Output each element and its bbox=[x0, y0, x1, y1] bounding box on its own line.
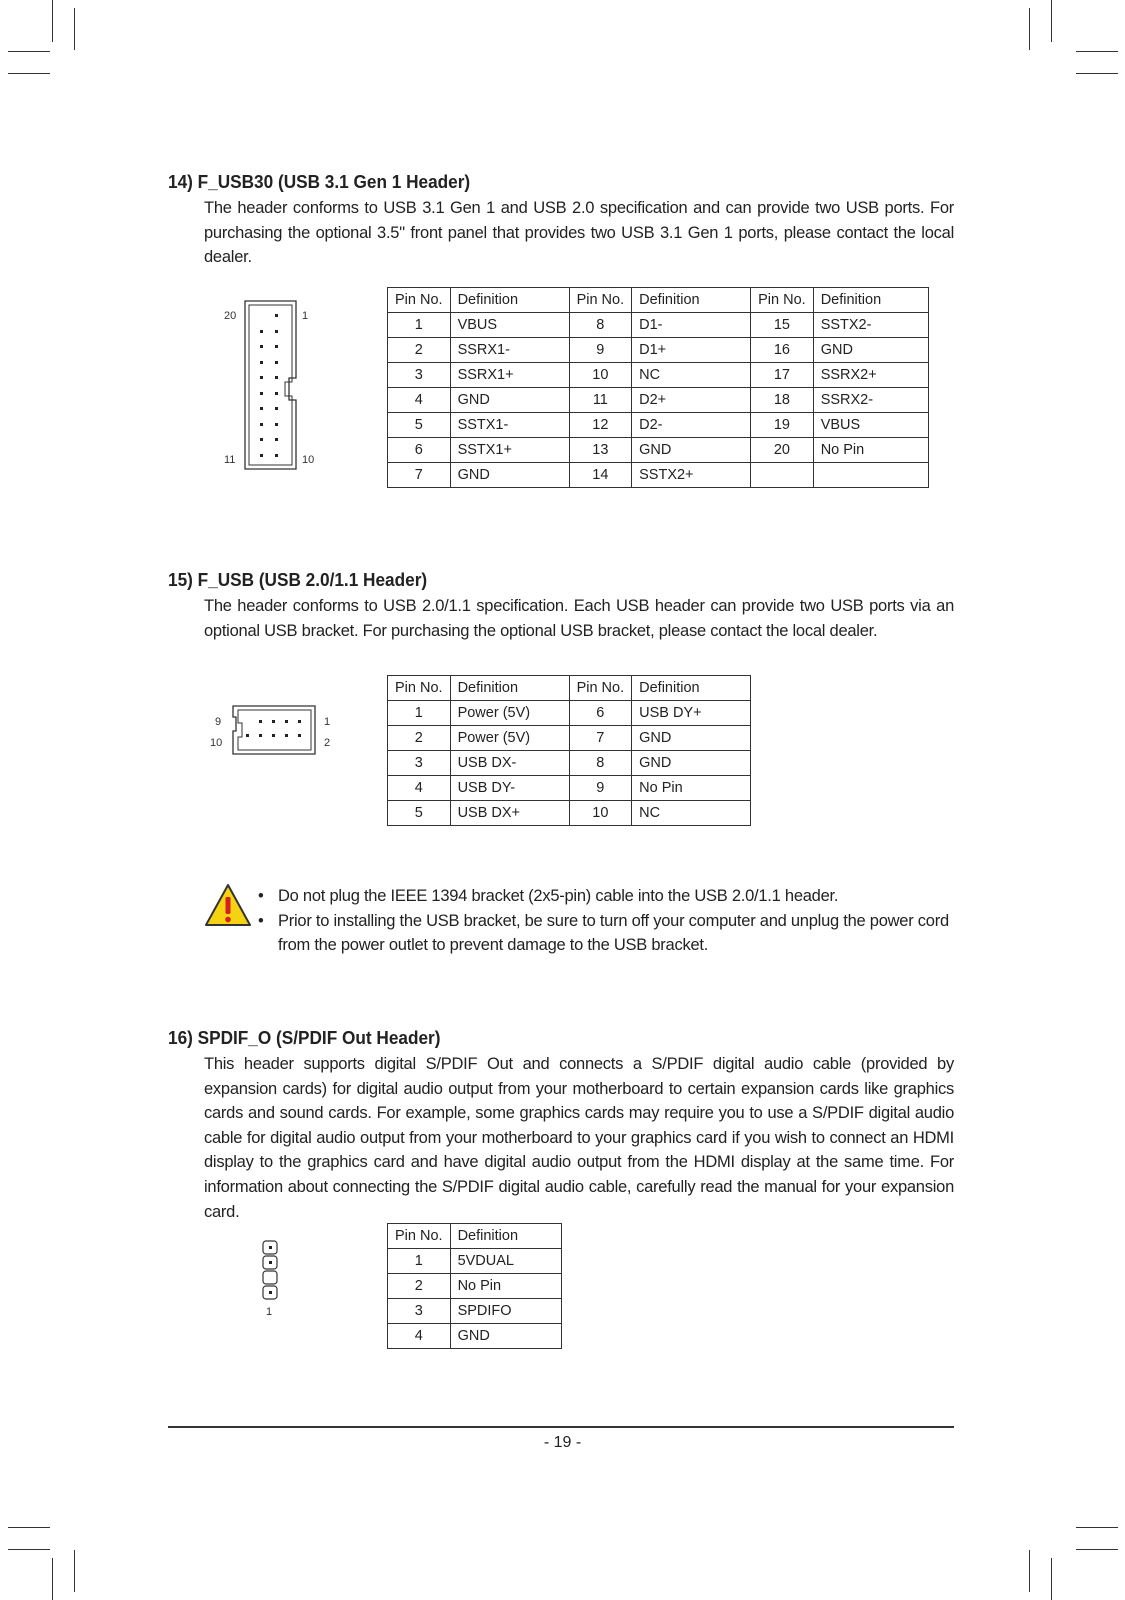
crop-mark bbox=[8, 73, 50, 74]
f-usb30-pin-table bbox=[387, 287, 929, 488]
crop-mark bbox=[8, 1527, 50, 1528]
pin-dot bbox=[260, 454, 263, 457]
pin-label-10: 10 bbox=[210, 737, 223, 749]
pin-definition-cell: No Pin bbox=[632, 776, 751, 801]
crop-mark bbox=[1076, 73, 1118, 74]
spdif-o-pin-table bbox=[387, 1223, 562, 1349]
usb30-header-outline bbox=[244, 300, 298, 470]
table-row bbox=[388, 801, 751, 826]
pin-dot bbox=[275, 330, 278, 333]
table-row bbox=[388, 363, 929, 388]
pin-dot bbox=[275, 438, 278, 441]
table-header-cell: Pin No. bbox=[388, 676, 451, 701]
pin-definition-cell: D1- bbox=[632, 313, 751, 338]
pin-definition-cell: USB DX- bbox=[450, 751, 569, 776]
pin-definition-cell: SSTX2- bbox=[813, 313, 928, 338]
crop-mark bbox=[74, 1550, 75, 1592]
table-header-cell: Pin No. bbox=[388, 288, 451, 313]
pin-number-cell bbox=[751, 463, 814, 488]
pin-number-cell: 6 bbox=[388, 438, 451, 463]
pin-dot bbox=[275, 345, 278, 348]
warning-text: Prior to installing the USB bracket, be sure to turn off your computer and unplug the power cord from the power outlet to prevent damage to the USB bracket. bbox=[278, 911, 949, 955]
crop-mark bbox=[74, 8, 75, 50]
pin-number-cell: 1 bbox=[388, 313, 451, 338]
pin-definition-cell: VBUS bbox=[450, 313, 569, 338]
pin-definition-cell: SSRX2+ bbox=[813, 363, 928, 388]
pin-definition-cell: D2- bbox=[632, 413, 751, 438]
pin-definition-cell: GND bbox=[813, 338, 928, 363]
bullet: • bbox=[258, 911, 264, 930]
pin-definition-cell: Power (5V) bbox=[450, 701, 569, 726]
pin-number-cell: 11 bbox=[569, 388, 632, 413]
pin-number-cell: 1 bbox=[388, 701, 451, 726]
crop-mark bbox=[1051, 0, 1052, 42]
pin-number-cell: 18 bbox=[751, 388, 814, 413]
bullet: • bbox=[258, 887, 264, 905]
pin-number-cell: 5 bbox=[388, 801, 451, 826]
pin-number-cell: 10 bbox=[569, 363, 632, 388]
table-header-row bbox=[388, 676, 751, 701]
table-row bbox=[388, 338, 929, 363]
pin-definition-cell: NC bbox=[632, 801, 751, 826]
pin-dot bbox=[275, 392, 278, 395]
pin-number-cell: 5 bbox=[388, 413, 451, 438]
pin-dot bbox=[260, 330, 263, 333]
pin-number-cell: 13 bbox=[569, 438, 632, 463]
pin-number-cell: 17 bbox=[751, 363, 814, 388]
pin-dot bbox=[269, 1291, 272, 1294]
table-header-cell: Definition bbox=[450, 1224, 561, 1249]
pin-number-cell: 2 bbox=[388, 338, 451, 363]
pin-number-cell: 3 bbox=[388, 1299, 451, 1324]
table-header-cell: Definition bbox=[813, 288, 928, 313]
pin-dot bbox=[246, 734, 249, 737]
pin-number-cell: 7 bbox=[388, 463, 451, 488]
pin-number-cell: 9 bbox=[569, 776, 632, 801]
table-header-row bbox=[388, 288, 929, 313]
pin-number-cell: 16 bbox=[751, 338, 814, 363]
crop-mark bbox=[1076, 1549, 1118, 1550]
table-row bbox=[388, 776, 751, 801]
pin-number-cell: 6 bbox=[569, 701, 632, 726]
section-text-f-usb: The header conforms to USB 2.0/1.1 specification. Each USB header can provide two USB ports via an optional USB bracket. For purchasing the optional USB bracket, please contact the local dealer. bbox=[204, 597, 954, 640]
table-row bbox=[388, 388, 929, 413]
pin-number-cell: 20 bbox=[751, 438, 814, 463]
crop-mark bbox=[52, 0, 53, 42]
pin-dot bbox=[260, 438, 263, 441]
section-title-spdif-o: 16) SPDIF_O (S/PDIF Out Header) bbox=[168, 1027, 441, 1048]
pin-dot bbox=[275, 407, 278, 410]
pin-label-9: 9 bbox=[215, 716, 222, 728]
pin-label-10: 10 bbox=[302, 454, 315, 466]
pin-definition-cell: GND bbox=[632, 726, 751, 751]
section-title-f-usb: 15) F_USB (USB 2.0/1.1 Header) bbox=[168, 569, 428, 590]
pin-definition-cell: NC bbox=[632, 363, 751, 388]
pin-dot bbox=[260, 361, 263, 364]
pin-dot bbox=[260, 376, 263, 379]
pin-definition-cell: VBUS bbox=[813, 413, 928, 438]
list-item bbox=[258, 909, 954, 958]
pin-dot bbox=[275, 454, 278, 457]
list-item bbox=[258, 884, 954, 909]
pin-definition-cell: SSTX2+ bbox=[632, 463, 751, 488]
pin-definition-cell: GND bbox=[450, 1324, 561, 1349]
pin-dot bbox=[285, 734, 288, 737]
pin-label-1: 1 bbox=[266, 1306, 273, 1318]
table-row bbox=[388, 438, 929, 463]
pin-dot bbox=[260, 345, 263, 348]
pin-definition-cell: D1+ bbox=[632, 338, 751, 363]
pin-label-1: 1 bbox=[324, 716, 331, 728]
table-header-cell: Pin No. bbox=[569, 288, 632, 313]
warning-text: Do not plug the IEEE 1394 bracket (2x5-pin) cable into the USB 2.0/1.1 header. bbox=[278, 887, 839, 905]
table-header-cell: Definition bbox=[632, 676, 751, 701]
table-row bbox=[388, 1299, 562, 1324]
pin-dot bbox=[269, 1261, 272, 1264]
pin-definition-cell bbox=[813, 463, 928, 488]
f-usb-pin-table bbox=[387, 675, 751, 826]
pin-number-cell: 4 bbox=[388, 388, 451, 413]
crop-mark bbox=[1076, 51, 1118, 52]
pin-definition-cell: No Pin bbox=[450, 1274, 561, 1299]
pin-dot bbox=[260, 423, 263, 426]
table-header-cell: Definition bbox=[632, 288, 751, 313]
pin-definition-cell: GND bbox=[450, 463, 569, 488]
pin-definition-cell: GND bbox=[450, 388, 569, 413]
table-row bbox=[388, 413, 929, 438]
pin-definition-cell: 5VDUAL bbox=[450, 1249, 561, 1274]
pin-definition-cell: USB DX+ bbox=[450, 801, 569, 826]
pin-dot bbox=[275, 314, 278, 317]
pin-definition-cell: SSRX1- bbox=[450, 338, 569, 363]
pin-dot bbox=[260, 407, 263, 410]
pin-definition-cell: USB DY- bbox=[450, 776, 569, 801]
pin-number-cell: 3 bbox=[388, 751, 451, 776]
pin-definition-cell: GND bbox=[632, 751, 751, 776]
table-header-cell: Pin No. bbox=[569, 676, 632, 701]
pin-dot bbox=[275, 376, 278, 379]
crop-mark bbox=[8, 1549, 50, 1550]
pin-dot bbox=[298, 734, 301, 737]
pin-definition-cell: SSRX1+ bbox=[450, 363, 569, 388]
warning-list bbox=[258, 884, 954, 958]
caution-triangle-icon bbox=[204, 882, 252, 928]
pin-number-cell: 19 bbox=[751, 413, 814, 438]
pin-label-11: 11 bbox=[224, 454, 236, 466]
pin-dot bbox=[260, 392, 263, 395]
pin-number-cell: 7 bbox=[569, 726, 632, 751]
table-row bbox=[388, 751, 751, 776]
pin-dot bbox=[269, 1246, 272, 1249]
pin-dot bbox=[285, 720, 288, 723]
pin-dot bbox=[275, 361, 278, 364]
pin-definition-cell: GND bbox=[632, 438, 751, 463]
crop-mark bbox=[8, 51, 50, 52]
crop-mark bbox=[52, 1558, 53, 1600]
table-row bbox=[388, 701, 751, 726]
pin-definition-cell: SPDIFO bbox=[450, 1299, 561, 1324]
page-number: - 19 - bbox=[543, 1434, 582, 1451]
table-header-row bbox=[388, 1224, 562, 1249]
usb20-header-outline bbox=[232, 705, 316, 755]
footer-rule bbox=[168, 1426, 954, 1428]
crop-mark bbox=[1076, 1527, 1118, 1528]
pin-dot bbox=[259, 720, 262, 723]
table-row bbox=[388, 1249, 562, 1274]
pin-number-cell: 2 bbox=[388, 726, 451, 751]
pin-number-cell: 2 bbox=[388, 1274, 451, 1299]
pin-definition-cell: SSTX1+ bbox=[450, 438, 569, 463]
table-header-cell: Definition bbox=[450, 288, 569, 313]
pin-dot bbox=[259, 734, 262, 737]
table-row bbox=[388, 726, 751, 751]
pin-definition-cell: SSTX1- bbox=[450, 413, 569, 438]
pin-dot bbox=[272, 720, 275, 723]
table-row bbox=[388, 1274, 562, 1299]
pin-label-1: 1 bbox=[302, 310, 309, 322]
pin-definition-cell: Power (5V) bbox=[450, 726, 569, 751]
pin-label-2: 2 bbox=[324, 737, 331, 749]
pin-number-cell: 8 bbox=[569, 313, 632, 338]
pin-definition-cell: D2+ bbox=[632, 388, 751, 413]
pin-number-cell: 14 bbox=[569, 463, 632, 488]
pin-definition-cell: USB DY+ bbox=[632, 701, 751, 726]
table-row bbox=[388, 463, 929, 488]
section-text-spdif-o: This header supports digital S/PDIF Out and connects a S/PDIF digital audio cable (provided by expansion cards) for digital audio output from your motherboard to certain expansion cards like graphics cards and sound cards. For example, some graphics cards may require you to use a S/PDIF digital audio cable for digital audio output from your motherboard to your graphics card if you wish to connect an HDMI display to the graphics card and have digital audio output from the HDMI display at the same time. For information about connecting the S/PDIF digital audio cable, carefully read the manual for your expansion card. bbox=[204, 1055, 954, 1221]
table-header-cell: Pin No. bbox=[388, 1224, 451, 1249]
pin-definition-cell: No Pin bbox=[813, 438, 928, 463]
pin-number-cell: 15 bbox=[751, 313, 814, 338]
pin-dot bbox=[272, 734, 275, 737]
pin-number-cell: 12 bbox=[569, 413, 632, 438]
crop-mark bbox=[1029, 8, 1030, 50]
section-text-f-usb30: The header conforms to USB 3.1 Gen 1 and USB 2.0 specification and can provide two USB ports. For purchasing the optional 3.5" front panel that provides two USB 3.1 Gen 1 ports, please contact the local dealer. bbox=[204, 199, 954, 267]
pin-number-cell: 10 bbox=[569, 801, 632, 826]
section-title-f-usb30: 14) F_USB30 (USB 3.1 Gen 1 Header) bbox=[168, 171, 471, 192]
pin-number-cell: 3 bbox=[388, 363, 451, 388]
pin-dot bbox=[298, 720, 301, 723]
crop-mark bbox=[1051, 1558, 1052, 1600]
pin-number-cell: 4 bbox=[388, 776, 451, 801]
table-header-cell: Definition bbox=[450, 676, 569, 701]
pin-number-cell: 9 bbox=[569, 338, 632, 363]
table-header-cell: Pin No. bbox=[751, 288, 814, 313]
pin-label-20: 20 bbox=[224, 310, 237, 322]
table-row bbox=[388, 1324, 562, 1349]
pin-number-cell: 4 bbox=[388, 1324, 451, 1349]
pin-number-cell: 1 bbox=[388, 1249, 451, 1274]
pin-number-cell: 8 bbox=[569, 751, 632, 776]
pin-definition-cell: SSRX2- bbox=[813, 388, 928, 413]
crop-mark bbox=[1029, 1550, 1030, 1592]
pin-dot bbox=[275, 423, 278, 426]
table-row bbox=[388, 313, 929, 338]
